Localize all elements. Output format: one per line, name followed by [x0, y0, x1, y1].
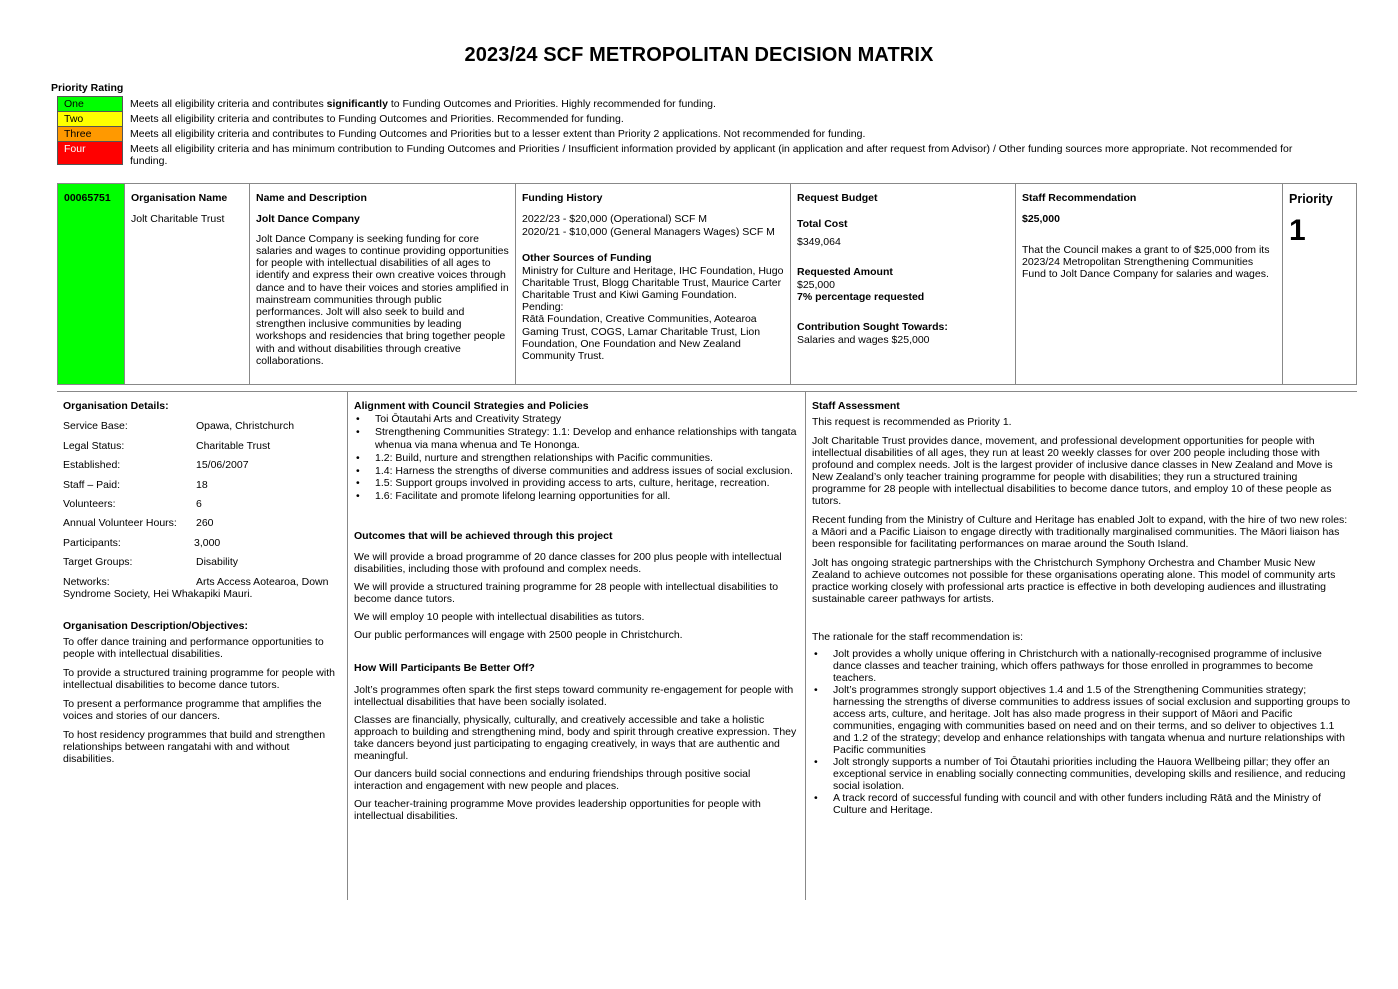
priority-swatch-two: Two: [57, 111, 123, 126]
budget-heading: Request Budget: [797, 192, 878, 204]
org-detail-row: Established: 15/06/2007: [63, 459, 249, 472]
funding-history-item: 2020/21 - $10,000 (General Managers Wages) SCF M: [522, 225, 775, 238]
rationale-item: • A track record of successful funding with council and with other funders including Rātā and the Ministry of Culture and Heritage.: [812, 792, 1352, 816]
funding-history-item: 2022/23 - $20,000 (Operational) SCF M: [522, 213, 708, 226]
org-networks: Networks: Arts Access Aotearoa, Down Syndrome Society, Hei Whakapiki Mauri.: [63, 575, 329, 600]
rationale-item: • Jolt strongly supports a number of Toi Ōtautahi priorities including the Hauora Wellbeing pillar; they offer an exceptional service in enabling socially connecting communities, developing skills and resilience, and reducing social isolation.: [812, 756, 1352, 792]
org-detail-row: Legal Status: Charitable Trust: [63, 439, 271, 452]
objective-item: To host residency programmes that build and strengthen relationships between rangatahi with and without disabilities.: [63, 728, 326, 765]
total-cost: $349,064: [797, 235, 841, 248]
rationale-item: • Jolt’s programmes strongly support objectives 1.4 and 1.5 of the Strengthening Communities strategy; harnessing the strengths of diverse communities to address issues of social exclusion and supporting groups to access arts, culture, and heritage. Jolt has also made progress in their support of Māori and Pacific communities, engaging with communities based on need and on their terms, and so deliver to objectives 1.1 and 1.2 of the strategy; develop and enhance relationships with tangata whenua and nurture relationships with Pacific communities: [812, 684, 1352, 756]
assessment-paragraph: Recent funding from the Ministry of Culture and Heritage has enabled Jolt to expand, with the hire of two new roles: a Māori and a Pacific Liaison to engage directly with traditionally marginalised communities. The Māori liaison has been responsible for facilitating performances on marae around the South Island.: [812, 514, 1348, 551]
alignment-item: • Strengthening Communities Strategy: 1.1: Develop and enhance relationships with tangata whenua via mana whenua and Te Hononga.: [354, 426, 800, 452]
organisation-name-cell: [125, 184, 250, 384]
org-details-heading: Organisation Details:: [63, 400, 169, 412]
priority-swatch-four: Four: [57, 141, 123, 165]
better-off-heading: How Will Participants Be Better Off?: [354, 662, 535, 675]
priority-desc-four: Meets all eligibility criteria and has minimum contribution to Funding Outcomes and Priorities / Insufficient information provided by applicant (in application and after request from Advisor) / Other funding sources more appropriate. Not recommended for funding.: [130, 142, 1293, 167]
alignment-column: [354, 400, 800, 828]
percentage-requested: 7% percentage requested: [797, 290, 925, 303]
name-description-cell: [250, 184, 516, 384]
priority-swatch-three: Three: [57, 126, 123, 141]
page-title: 2023/24 SCF METROPOLITAN DECISION MATRIX: [464, 44, 934, 66]
better-off-item: Our dancers build social connections and enduring friendships through positive social interaction and engagement with new people and places.: [354, 767, 751, 792]
org-name-heading: Organisation Name: [131, 192, 228, 204]
outcome-item: We will provide a broad programme of 20 dance classes for 200 plus people with intellectual disabilities, including those with profound and complex needs.: [354, 551, 782, 576]
alignment-heading: Alignment with Council Strategies and Policies: [354, 400, 589, 412]
alignment-list: [354, 413, 800, 503]
assessment-paragraph: Jolt Charitable Trust provides dance, movement, and professional development opportunities for people with intellectual disabilities of all ages, they run at least 20 weekly classes for over 200 people including those with profound and complex needs. Jolt is the largest provider of inclusive dance classes in New Zealand and Move is New Zealand’s only teacher training programme for people with disabilities; they run a structured training programme for 28 people with intellectual disabilities to become dance tutors, and employ 10 of these people as tutors.: [812, 435, 1333, 508]
alignment-item: • 1.2: Build, nurture and strengthen relationships with Pacific communities.: [354, 452, 800, 465]
org-detail-row: Service Base: Opawa, Christchurch: [63, 420, 295, 433]
requested-amount: $25,000: [797, 278, 835, 291]
org-detail-row: Target Groups: Disability: [63, 556, 239, 569]
priority-swatch-one: One: [57, 96, 123, 111]
rationale-heading: The rationale for the staff recommendation is:: [812, 631, 1024, 644]
staff-rec-heading: Staff Recommendation: [1022, 192, 1137, 204]
org-detail-row: Volunteers: 6: [63, 497, 202, 510]
organisation-details-column: [63, 400, 341, 772]
objective-item: To present a performance programme that amplifies the voices and stories of our dancers.: [63, 697, 322, 722]
column-divider: [347, 392, 348, 900]
priority-rating-legend: [57, 96, 1317, 167]
priority-desc-two: Meets all eligibility criteria and contributes to Funding Outcomes and Priorities. Recommended for funding.: [130, 112, 624, 125]
priority-rating-heading: Priority Rating: [51, 82, 124, 94]
project-name: Jolt Dance Company: [256, 213, 360, 226]
objectives-heading: Organisation Description/Objectives:: [63, 619, 248, 632]
priority-rating-row-one: [57, 96, 1317, 111]
priority-cell: [1283, 184, 1356, 384]
assessment-paragraph: This request is recommended as Priority 1.: [812, 416, 1012, 429]
org-name: Jolt Charitable Trust: [131, 213, 225, 226]
org-detail-row: Staff – Paid: 18: [63, 478, 208, 491]
staff-assessment-column: [812, 400, 1352, 816]
priority-rating-row-four: [57, 141, 1317, 167]
priority-value: 1: [1289, 213, 1306, 247]
priority-rating-row-two: [57, 111, 1317, 126]
total-cost-label: Total Cost: [797, 218, 848, 231]
org-detail-row: Annual Volunteer Hours: 260: [63, 517, 214, 530]
column-divider: [805, 392, 806, 900]
alignment-item: • Toi Ōtautahi Arts and Creativity Strategy: [354, 413, 800, 426]
funding-history-cell: [516, 184, 791, 384]
desc-heading: Name and Description: [256, 192, 367, 204]
assessment-paragraph: Jolt has ongoing strategic partnerships with the Christchurch Symphony Orchestra and Chamber Music New Zealand to achieve outcomes not possible for these organisations operating alone. This model of community arts practice working closely with professional arts practice is effective in both developing audiences and illustrating sustainable career pathways for artists.: [812, 557, 1336, 606]
staff-rec-amount: $25,000: [1022, 213, 1060, 226]
contribution-sought-label: Contribution Sought Towards:: [797, 321, 948, 334]
pending-sources: Rātā Foundation, Creative Communities, Aotearoa Gaming Trust, COGS, Lamar Charitable Trust, Lion Foundation, One Foundation and New Zealand Community Trust.: [522, 313, 761, 363]
other-sources: Ministry for Culture and Heritage, IHC Foundation, Hugo Charitable Trust, Blogg Charitable Trust, Maurice Carter Charitable Trust and Kiwi Gaming Foundation.: [522, 264, 784, 301]
org-details-list: [63, 420, 341, 575]
priority-desc-one: Meets all eligibility criteria and contributes significantly to Funding Outcomes and Priorities. Highly recommended for funding.: [130, 97, 716, 110]
other-sources-heading: Other Sources of Funding: [522, 252, 652, 265]
outcome-item: We will employ 10 people with intellectual disabilities as tutors.: [354, 611, 645, 624]
rationale-item: • Jolt provides a wholly unique offering in Christchurch with a nationally-recognised programme of inclusive dance classes and teacher training, which offers pathways for those enrolled in programmes to become teachers.: [812, 648, 1352, 684]
priority-heading: Priority: [1289, 192, 1333, 206]
priority-rating-row-three: [57, 126, 1317, 141]
alignment-item: • 1.6: Facilitate and promote lifelong learning opportunities for all.: [354, 490, 800, 503]
funding-heading: Funding History: [522, 192, 603, 204]
project-description: Jolt Dance Company is seeking funding for core salaries and wages to continue providing opportunities for people with intellectual disabilities of all ages to identify and express their own creative voices through dance and to have their voices and stories amplified in mainstream communities through public performances. Jolt will also seek to build and strengthen inclusive communities by leading workshops and residencies that bring together people with and without disabilities through creative collaborations.: [256, 232, 509, 367]
priority-desc-three: Meets all eligibility criteria and contributes to Funding Outcomes and Priorities but to a lesser extent than Priority 2 applications. Not recommended for funding.: [130, 127, 866, 140]
outcomes-heading: Outcomes that will be achieved through this project: [354, 529, 613, 542]
requested-amount-label: Requested Amount: [797, 266, 893, 279]
objective-item: To provide a structured training programme for people with intellectual disabilities to become dance tutors.: [63, 666, 335, 691]
org-detail-row: Participants: 3,000: [63, 536, 221, 549]
better-off-item: Jolt’s programmes often spark the first steps toward community re-engagement for people with intellectual disabilities that have been socially isolated.: [354, 683, 794, 708]
staff-assessment-heading: Staff Assessment: [812, 400, 900, 412]
contribution-sought: Salaries and wages $25,000: [797, 333, 930, 346]
better-off-item: Our teacher-training programme Move provides leadership opportunities for people with intellectual disabilities.: [354, 797, 761, 822]
application-summary-table: [57, 183, 1357, 385]
outcome-item: We will provide a structured training programme for 28 people with intellectual disabilities to become dance tutors.: [354, 581, 779, 606]
pending-label: Pending:: [522, 301, 564, 314]
rationale-list: [812, 648, 1352, 816]
application-id: 00065751: [58, 184, 125, 384]
staff-rec-text: That the Council makes a grant to of $25,000 from its 2023/24 Metropolitan Strengthening Communities Fund to Jolt Dance Company for salaries and wages.: [1022, 243, 1270, 281]
request-budget-cell: [791, 184, 1016, 384]
staff-recommendation-cell: [1016, 184, 1283, 384]
objective-item: To offer dance training and performance opportunities to people with intellectual disabilities.: [63, 635, 324, 660]
section-divider: [57, 391, 1357, 392]
better-off-item: Classes are financially, physically, culturally, and creatively accessible and take a holistic approach to building and strengthening mind, body and spirit through creative expression. They take dancers beyond just participating to engaging creatively, in ways that are authentic and meaningful.: [354, 713, 797, 762]
alignment-item: • 1.4: Harness the strengths of diverse communities and address issues of social exclusion.: [354, 465, 800, 478]
outcome-item: Our public performances will engage with 2500 people in Christchurch.: [354, 629, 683, 642]
alignment-item: • 1.5: Support groups involved in providing access to arts, culture, heritage, recreation.: [354, 477, 800, 490]
